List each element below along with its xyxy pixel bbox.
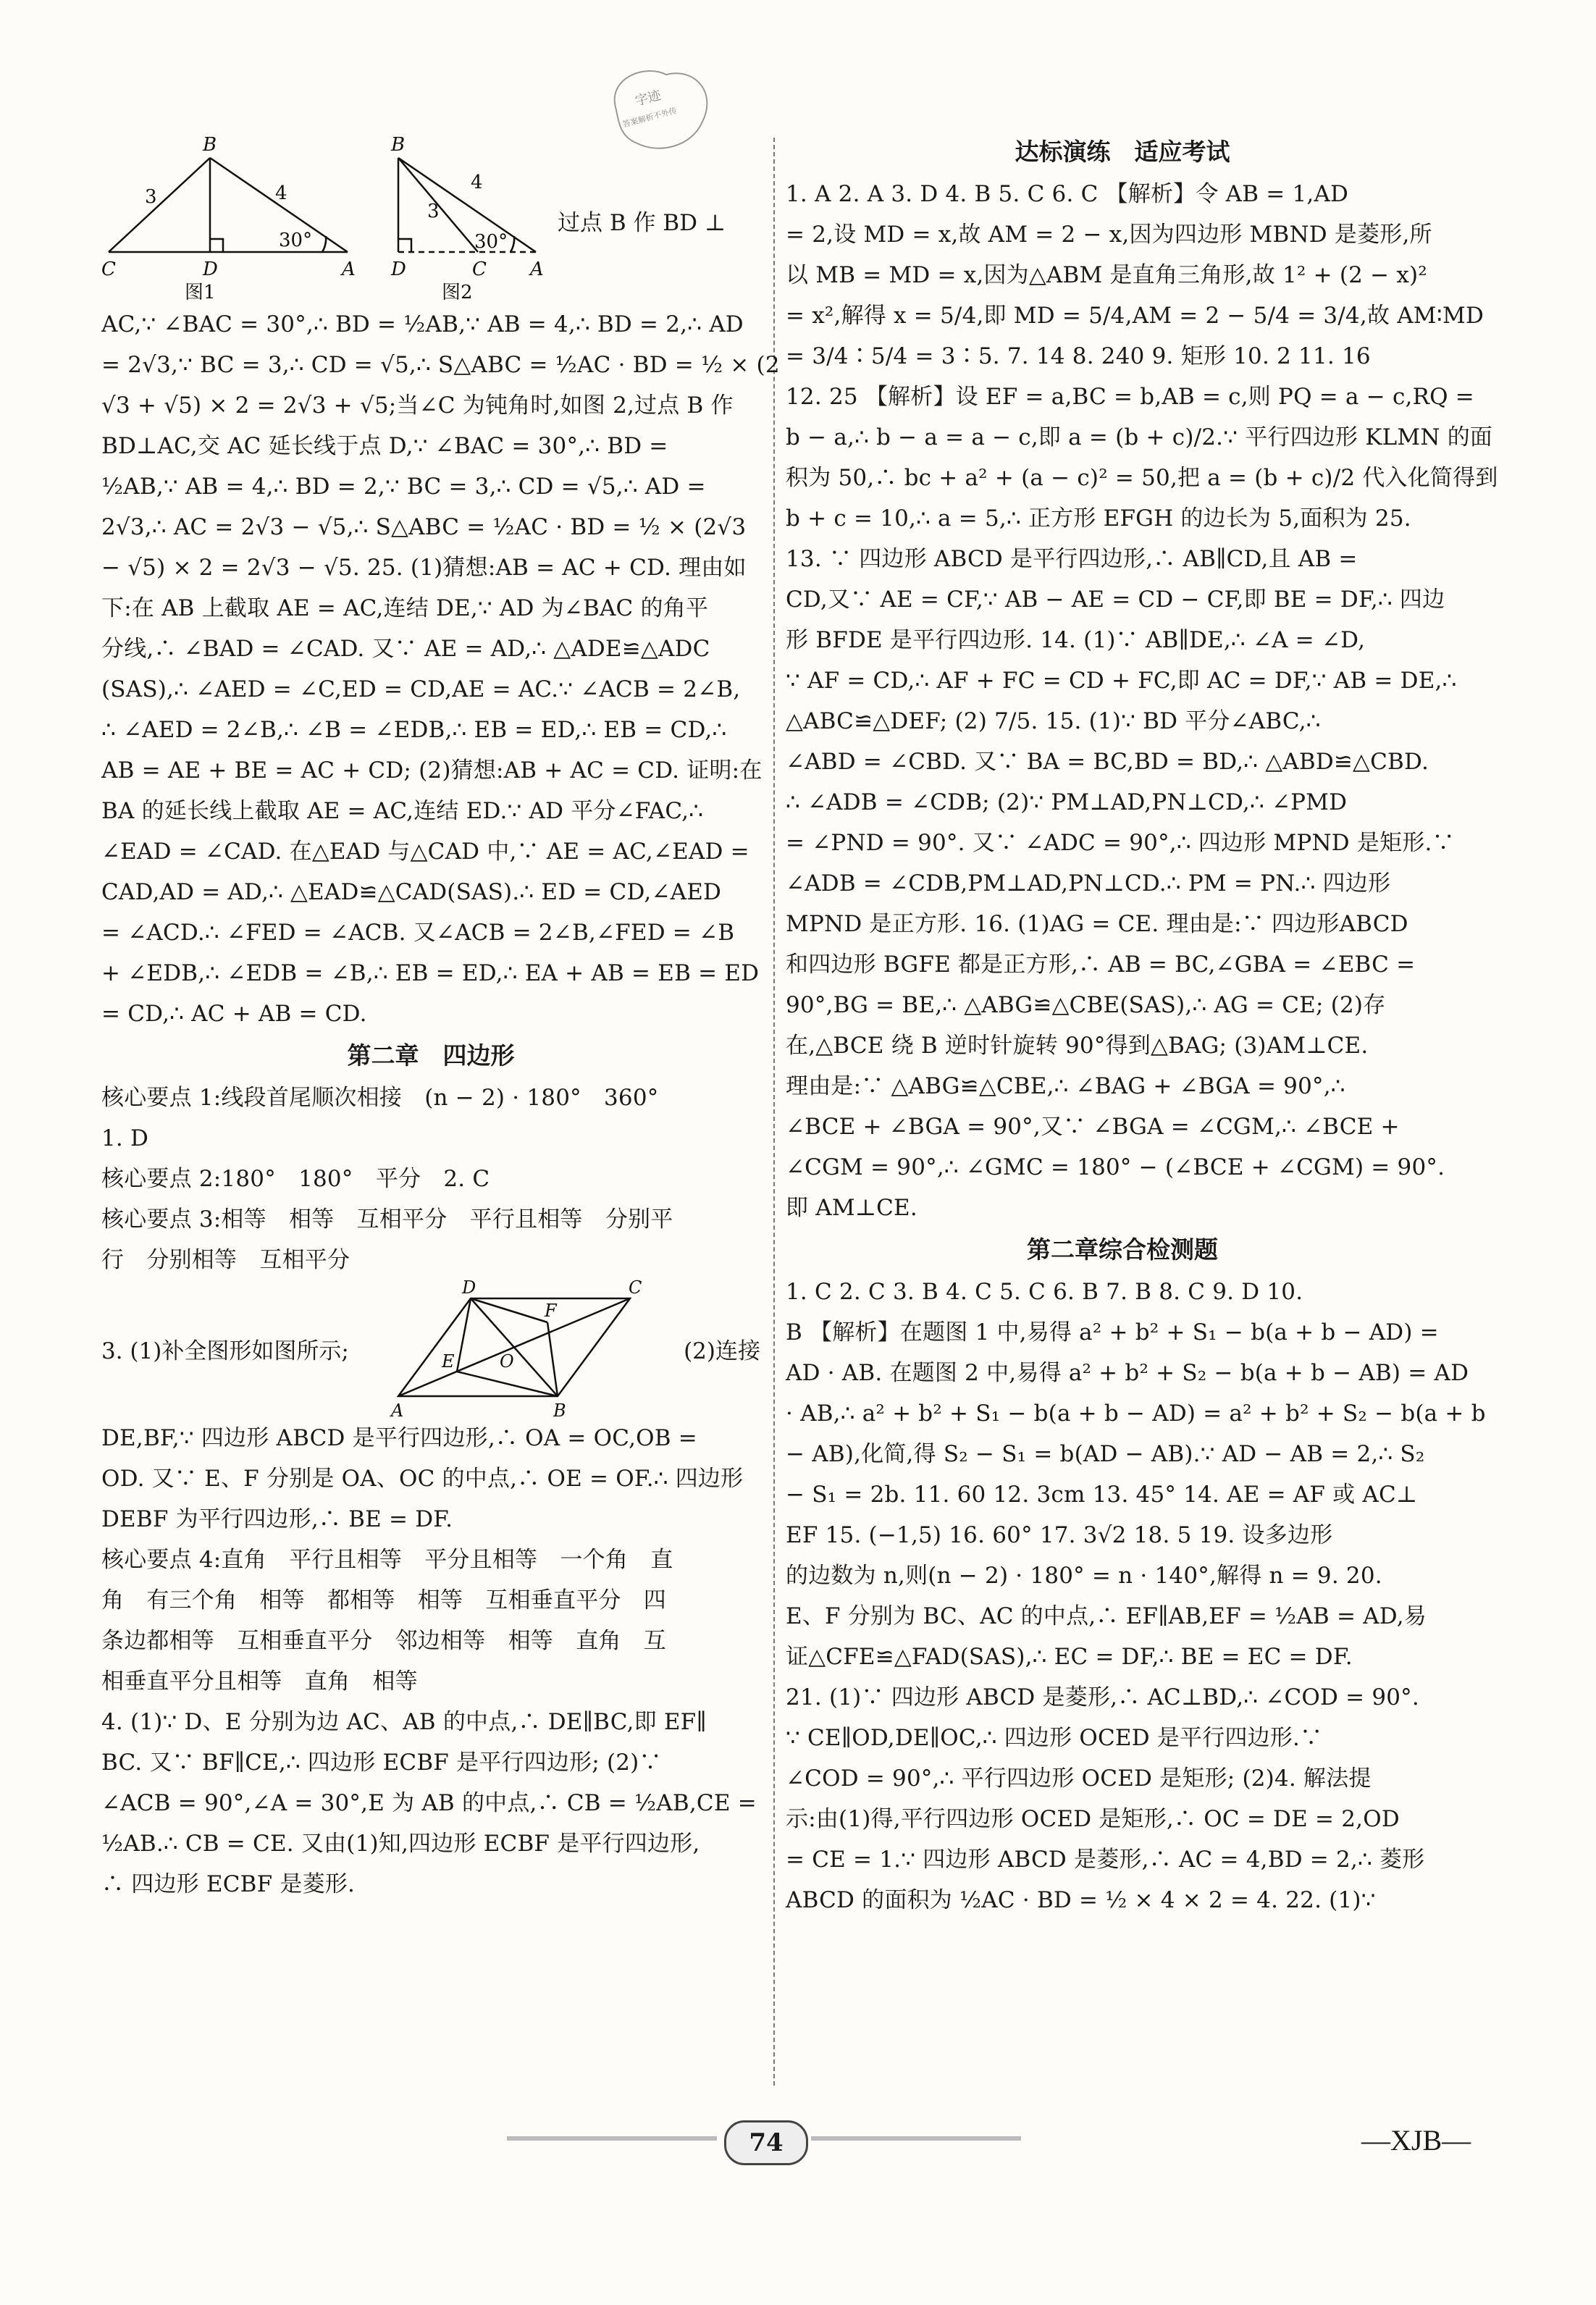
text-line: AD · AB. 在题图 2 中,易得 a² + b² + S₂ − b(a + b − AB) = AD [786,1360,1469,1386]
svg-text:3: 3 [427,201,440,222]
text-line: 在,△BCE 绕 B 逆时针旋转 90°得到△BAG; (3)AM⊥CE. [786,1033,1369,1059]
text-line: AB = AE + BE = AC + CD; (2)猜想:AB + AC = CD. 证明:在 [101,757,763,784]
footer-ornament-left [507,2135,717,2142]
svg-text:A: A [342,259,356,280]
text-line: CD,又∵ AE = CF,∵ AB − AE = CD − CF,即 BE = DF,∴ 四边 [786,587,1445,613]
svg-text:30°: 30° [474,231,508,253]
footer-ornament-right [811,2135,1021,2142]
text-line: 2√3,∴ AC = 2√3 − √5,∴ S△ABC = ½AC · BD = ½ × (2√3 [101,514,747,540]
text-line: 分线,∴ ∠BAD = ∠CAD. 又∵ AE = AD,∴ △ADE≌△ADC [101,636,710,662]
svg-text:30°: 30° [279,230,313,251]
triangle-diagrams [101,130,550,304]
text-line: 的边数为 n,则(n − 2) · 180° = n · 140°,解得 n = 9. 20. [786,1563,1382,1589]
text-line: 相垂直平分且相等 直角 相等 [101,1668,418,1695]
section-title: 达标演练 适应考试 [1015,138,1230,166]
text-line: − S₁ = 2b. 11. 60 12. 3cm 13. 45° 14. AE = AF 或 AC⊥ [786,1482,1418,1508]
text-line: 核心要点 3:相等 相等 互相平分 平行且相等 分别平 [101,1206,673,1233]
text-line: 和四边形 BGFE 都是正方形,∴ AB = BC,∠GBA = ∠EBC = [786,952,1416,978]
text-line: · AB,∴ a² + b² + S₁ − b(a + b − AD) = a² + b² + S₂ − b(a + b [786,1401,1486,1427]
edition-code: —XJB— [1361,2124,1471,2157]
text-line: 核心要点 1:线段首尾顺次相接 (n − 2) · 180° 360° [101,1085,659,1111]
svg-text:3: 3 [145,186,157,208]
parallelogram-figure-row [101,1277,760,1421]
svg-text:A: A [391,1401,404,1421]
text-line: = 2√3,∵ BC = 3,∴ CD = √5,∴ S△ABC = ½AC · BD = ½ × (2 [101,352,780,378]
svg-text:D: D [203,259,218,280]
text-line: = 2,设 MD = x,故 AM = 2 − x,因为四边形 MBND 是菱形,所 [786,222,1432,248]
parallelogram-diagram [391,1277,642,1421]
text-line: 核心要点 2:180° 180° 平分 2. C [101,1166,490,1192]
text-line: BA 的延长线上截取 AE = AC,连结 ED.∵ AD 平分∠FAC,∴ [101,798,704,824]
svg-text:A: A [530,259,544,280]
text-line: CAD,AD = AD,∴ △EAD≌△CAD(SAS).∴ ED = CD,∠AED [101,879,722,905]
text-line: √3 + √5) × 2 = 2√3 + √5;当∠C 为钝角时,如图 2,过点 B 作 [101,392,734,419]
text-line: = ∠PND = 90°. 又∵ ∠ADC = 90°,∴ 四边形 MPND 是矩形.∵ [786,830,1455,856]
text-line: 4. (1)∵ D、E 分别为边 AC、AB 的中点,∴ DE∥BC,即 EF∥ [101,1709,707,1735]
svg-text:答案解析不外传: 答案解析不外传 [621,106,679,130]
text-line: 下:在 AB 上截取 AE = AC,连结 DE,∵ AD 为∠BAC 的角平 [101,595,709,621]
text-line: E、F 分别为 BC、AC 的中点,∴ EF∥AB,EF = ½AB = AD,易 [786,1603,1427,1629]
svg-text:B: B [391,134,406,156]
text-line: 1. C 2. C 3. B 4. C 5. C 6. B 7. B 8. C 9. D 10. [786,1279,1303,1305]
text-line: b + c = 10,∴ a = 5,∴ 正方形 EFGH 的边长为 5,面积为 25. [786,505,1411,532]
text-line: = ∠ACD.∴ ∠FED = ∠ACB. 又∠ACB = 2∠B,∠FED = ∠B [101,920,735,946]
text-line: − AB),化简,得 S₂ − S₁ = b(AD − AB).∵ AD − AB = 2,∴ S₂ [786,1441,1425,1467]
text-line: DEBF 为平行四边形,∴ BE = DF. [101,1506,453,1532]
svg-text:4: 4 [275,182,287,204]
text-line: ∴ ∠AED = 2∠B,∴ ∠B = ∠EDB,∴ EB = ED,∴ EB = CD,∴ [101,717,727,743]
text-line: (SAS),∴ ∠AED = ∠C,ED = CD,AE = AC.∵ ∠ACB = 2∠B, [101,676,741,702]
text-line: − √5) × 2 = 2√3 − √5. 25. (1)猜想:AB = AC + CD. 理由如 [101,555,747,581]
svg-text:4: 4 [471,172,483,193]
svg-text:E: E [442,1351,455,1372]
text-line: 条边都相等 互相垂直平分 邻边相等 相等 直角 互 [101,1628,666,1654]
text-line: 证△CFE≌△FAD(SAS),∴ EC = DF,∴ BE = EC = DF. [786,1644,1353,1670]
page-number: 74 [724,2120,808,2165]
text-line: 核心要点 4:直角 平行且相等 平分且相等 一个角 直 [101,1547,673,1573]
text-line: BC. 又∵ BF∥CE,∴ 四边形 ECBF 是平行四边形; (2)∵ [101,1750,662,1776]
svg-text:C: C [629,1277,642,1298]
text-line: 1. A 2. A 3. D 4. B 5. C 6. C 【解析】令 AB = 1,AD [786,181,1349,207]
text-line: ∠BCE + ∠BGA = 90°,又∵ ∠BGA = ∠CGM,∴ ∠BCE + [786,1114,1400,1140]
text-line: = CE = 1.∵ 四边形 ABCD 是菱形,∴ AC = 4,BD = 2,∴ 菱形 [786,1847,1425,1873]
chapter-title: 第二章 四边形 [347,1041,515,1070]
left-column [101,130,780,1905]
q3-lead: 3. (1)补全图形如图所示; [101,1338,349,1364]
text-line: ∠ABD = ∠CBD. 又∵ BA = BC,BD = BD,∴ △ABD≌△CBD. [786,749,1429,775]
text-line: 21. (1)∵ 四边形 ABCD 是菱形,∴ AC⊥BD,∴ ∠COD = 90°. [786,1684,1419,1710]
svg-text:O: O [500,1351,514,1372]
text-line: ABCD 的面积为 ½AC · BD = ½ × 4 × 2 = 4. 22. (1)∵ [786,1887,1376,1913]
text-line: 行 分别相等 互相平分 [101,1247,350,1273]
text-line: 形 BFDE 是平行四边形. 14. (1)∵ AB∥DE,∴ ∠A = ∠D, [786,627,1366,653]
text-line: 12. 25 【解析】设 EF = a,BC = b,AB = c,则 PQ = a − c,RQ = [786,384,1474,410]
text-line: = 3/4∶5/4 = 3∶5. 7. 14 8. 240 9. 矩形 10. 2 11. 16 [786,343,1371,369]
text-line: ∴ ∠ADB = ∠CDB; (2)∵ PM⊥AD,PN⊥CD,∴ ∠PMD [786,789,1348,815]
figure-1-caption: 图1 [185,282,216,303]
svg-text:B: B [203,134,217,156]
q3-trail: (2)连接 [684,1338,760,1364]
figure-2-caption: 图2 [442,282,473,303]
text-line: 示:由(1)得,平行四边形 OCED 是矩形,∴ OC = DE = 2,OD [786,1806,1400,1832]
right-column [786,130,1498,1920]
text-line: ∠CGM = 90°,∴ ∠GMC = 180° − (∠BCE + ∠CGM) = 90°. [786,1154,1445,1180]
text-line: b − a,∴ b − a = a − c,即 a = (b + c)/2.∵ 平行四边形 KLMN 的面 [786,424,1493,450]
text-line: ∴ 四边形 ECBF 是菱形. [101,1871,356,1897]
svg-text:D: D [462,1277,476,1298]
text-line: ∠ACB = 90°,∠A = 30°,E 为 AB 的中点,∴ CB = ½AB,CE = [101,1790,757,1816]
svg-text:C: C [472,259,487,280]
fig-trailing-text: 过点 B 作 BD ⊥ [558,210,726,236]
text-line: OD. 又∵ E、F 分别是 OA、OC 的中点,∴ OE = OF.∴ 四边形 [101,1466,744,1492]
text-line: ∵ AF = CD,∴ AF + FC = CD + FC,即 AC = DF,∵ AB = DE,∴ [786,668,1457,694]
text-line: DE,BF,∵ 四边形 ABCD 是平行四边形,∴ OA = OC,OB = [101,1425,697,1451]
text-line: ∵ CE∥OD,DE∥OC,∴ 四边形 OCED 是平行四边形.∵ [786,1725,1323,1751]
figure-2 [398,158,536,252]
text-line: 理由是:∵ △ABG≌△CBE,∴ ∠BAG + ∠BGA = 90°,∴ [786,1073,1345,1099]
column-divider [773,138,775,2086]
text-line: MPND 是正方形. 16. (1)AG = CE. 理由是:∵ 四边形ABCD [786,911,1408,937]
text-line: BD⊥AC,交 AC 延长线于点 D,∵ ∠BAC = 30°,∴ BD = [101,433,668,459]
text-line: 即 AM⊥CE. [786,1195,917,1221]
text-line: ∠EAD = ∠CAD. 在△EAD 与△CAD 中,∵ AE = AC,∠EAD = [101,839,749,865]
svg-text:C: C [101,259,116,280]
text-line: 以 MB = MD = x,因为△ABM 是直角三角形,故 1² + (2 − x)² [786,262,1427,288]
text-line: ∠ADB = ∠CDB,PM⊥AD,PN⊥CD.∴ PM = PN.∴ 四边形 [786,870,1391,897]
text-line: + ∠EDB,∴ ∠EDB = ∠B,∴ EB = ED,∴ EA + AB = EB = ED [101,960,760,986]
svg-text:B: B [553,1401,566,1421]
text-line: = CD,∴ AC + AB = CD. [101,1001,367,1027]
text-line: B 【解析】在题图 1 中,易得 a² + b² + S₁ − b(a + b − AD) = [786,1319,1439,1345]
triangle-figures [101,130,760,304]
text-line: 1. D [101,1125,149,1151]
text-line: 90°,BG = BE,∴ △ABG≌△CBE(SAS),∴ AG = CE; (2)存 [786,992,1386,1018]
text-line: 积为 50,∴ bc + a² + (a − c)² = 50,把 a = (b + c)/2 代入化简得到 [786,465,1498,491]
text-line: AC,∵ ∠BAC = 30°,∴ BD = ½AB,∵ AB = 4,∴ BD = 2,∴ AD [101,311,744,337]
text-line: ½AB.∴ CB = CE. 又由(1)知,四边形 ECBF 是平行四边形, [101,1831,700,1857]
text-line: 13. ∵ 四边形 ABCD 是平行四边形,∴ AB∥CD,且 AB = [786,546,1358,572]
text-line: △ABC≌△DEF; (2) 7/5. 15. (1)∵ BD 平分∠ABC,∴ [786,708,1321,734]
text-line: ½AB,∵ AB = 4,∴ BD = 2,∵ BC = 3,∴ CD = √5,∴ AD = [101,474,706,500]
section-title: 第二章综合检测题 [1027,1235,1218,1264]
svg-text:F: F [545,1301,557,1321]
svg-text:D: D [391,259,406,280]
text-line: ∠COD = 90°,∴ 平行四边形 OCED 是矩形; (2)4. 解法提 [786,1766,1372,1792]
svg-text:字迹: 字迹 [633,87,663,109]
text-line: EF 15. (−1,5) 16. 60° 17. 3√2 18. 5 19. 设多边形 [786,1522,1333,1548]
text-line: 角 有三个角 相等 都相等 相等 互相垂直平分 四 [101,1587,666,1613]
text-line: = x²,解得 x = 5/4,即 MD = 5/4,AM = 2 − 5/4 = 3/4,故 AM∶MD [786,303,1484,329]
